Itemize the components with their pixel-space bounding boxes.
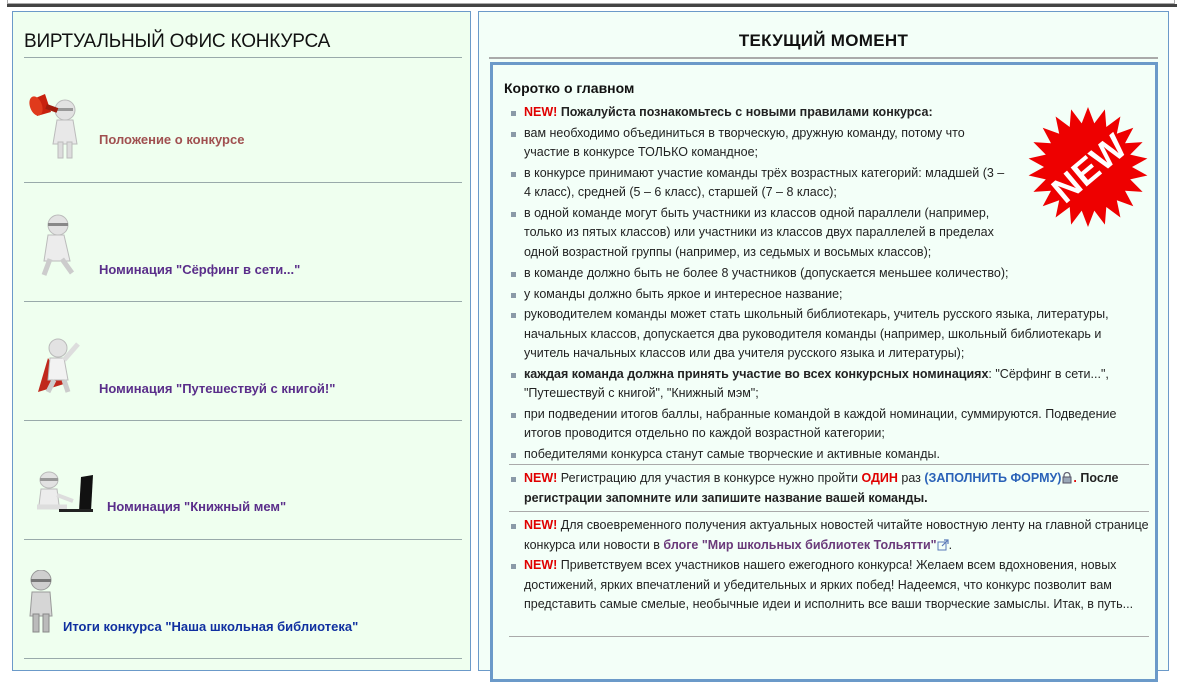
greeting-text: Приветствуем всех участников нашего ежегодного конкурса! Желаем всем вдохновения, новых достижений, ярких впечатлений и убедительных и ярких побед! Надеемся, что конкурс позволит вам представить самые смелые, необычные идеи и исполнить все ваши творческие замыслы. Итак, в путь... [524,558,1134,611]
fill-form-link[interactable]: (ЗАПОЛНИТЬ ФОРМУ) [924,471,1062,485]
top-frame-shadow [7,4,1177,7]
rule-item: победителями конкурса станут самые творческие и активные команды. [509,445,1149,465]
lock-icon [1061,472,1073,484]
nav-item-regulations[interactable] [24,64,462,183]
contest-results-link[interactable]: Итоги конкурса "Наша школьная библиотека" [63,619,359,634]
nav-item-surfing[interactable] [24,183,462,302]
new-tag: NEW! [524,471,558,485]
once-text: ОДИН [861,471,898,485]
virtual-office-title: ВИРТУАЛЬНЫЙ ОФИС КОНКУРСА [24,31,462,58]
superhero-figure-icon [34,334,94,406]
divider [509,464,1149,465]
news-text: Для своевременного получения актуальных новостей читайте новостную ленту на главной странице конкурса или новости в [524,518,1149,552]
rule-item: в конкурсе принимают участие команды трёх возрастных категорий: младшей (3 – 4 класс), средней (5 – 6 класс), старшей (7 – 8 класс); [509,164,1009,203]
rule-item: при подведении итогов баллы, набранные командой в каждой номинации, суммируются. Подведение итогов проводится отдельно по каждой возрастной категории; [509,405,1149,444]
rule-item: у команды должно быть яркое и интересное название; [509,285,1149,305]
registration-list [509,469,1149,509]
current-moment-panel [478,11,1169,671]
form-dot: . [1073,471,1077,485]
travel-nomination-link[interactable]: Номинация "Путешествуй с книгой!" [99,381,336,396]
blog-link[interactable]: блоге "Мир школьных библиотек Тольятти" [663,537,937,552]
megaphone-figure-icon [29,90,89,162]
nav-item-book-meme[interactable] [24,421,462,540]
new-badge-icon [1026,105,1150,229]
external-link-icon [937,539,949,551]
rules-list [509,103,1009,263]
news-list [509,516,1149,616]
laptop-figure-icon [35,471,99,516]
rule-item: в команде должно быть не более 8 участников (допускается меньшее количество); [509,264,1149,284]
divider [509,636,1149,637]
registration-text: Регистрацию для участия в конкурсе нужно пройти [557,471,862,485]
new-tag: NEW! [524,105,558,119]
news-box [490,62,1158,682]
rule-item: вам необходимо объединиться в творческую, дружную команду, потому что участие в конкурсе ТОЛЬКО командное; [509,124,1009,163]
current-moment-title: ТЕКУЩИЙ МОМЕНТ [489,31,1158,59]
nav-item-travel[interactable] [24,302,462,421]
regulations-link[interactable]: Положение о конкурсе [99,132,245,147]
standing-figure-icon [24,570,58,634]
news-end: . [948,537,953,552]
news-item [509,516,1149,555]
nominations-rule-rest: : "Сёрфинг в сети...", "Путешествуй с книгой", "Книжный мэм"; [524,366,1109,400]
rules-intro-text: Пожалуйста познакомьтесь с новыми правилами конкурса: [560,105,933,119]
rules-intro-item [509,103,1009,123]
virtual-office-panel [12,11,471,671]
new-tag: NEW! [524,558,558,572]
greeting-item [509,556,1149,615]
book-meme-nomination-link[interactable]: Номинация "Книжный мем" [107,499,287,514]
surfing-figure-icon [34,213,94,285]
rule-item: в одной команде могут быть участники из классов одной параллели (например, только из пятых классов) или участники из классов двух параллелей в пределах одной возрастной группы (например, из седьмых и восьмых классов); [509,204,1009,263]
registration-bold-text: После регистрации запомните или запишите название вашей команды. [524,471,1119,505]
rule-item: руководителем команды может стать школьный библиотекарь, учитель русского языка, литературы, начальных классов, допускается два руководителя команды (например, школьный библиотекарь и учитель начальных классов или два учителя русского языка и литературы); [509,305,1149,364]
new-badge-text: NEW [1043,125,1135,211]
surfing-nomination-link[interactable]: Номинация "Сёрфинг в сети..." [99,262,301,277]
rules-list-continued [509,264,1149,465]
divider [509,511,1149,512]
summary-heading: Коротко о главном [504,80,635,96]
rule-item-nominations [509,365,1149,404]
registration-item [509,469,1149,508]
new-tag: NEW! [524,518,558,532]
nominations-rule-bold: каждая команда должна принять участие во всех конкурсных номинациях [524,366,989,381]
nav-item-results[interactable] [24,540,462,659]
registration-text-2: раз [897,471,925,485]
